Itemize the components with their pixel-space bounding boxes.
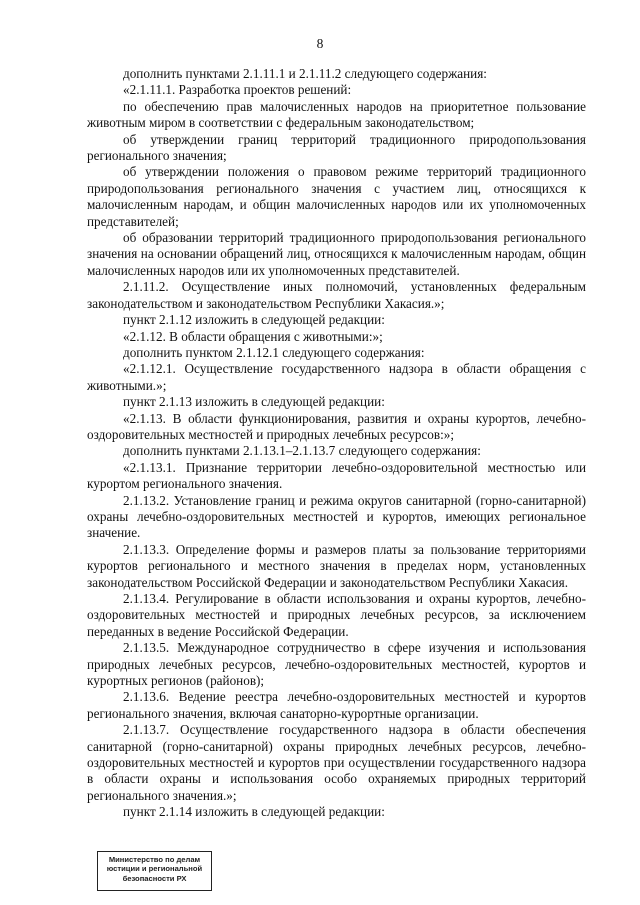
paragraph: 2.1.13.3. Определение формы и размеров платы за пользование территориями курортов регионального и местного значения в пределах норм, установленных законодательством Российской Федерации и законодательством Республики Хакасия. <box>87 541 586 590</box>
paragraph: по обеспечению прав малочисленных народов на приоритетное пользование животным миром в соответствии с федеральным законодательством; <box>87 98 586 131</box>
paragraph: «2.1.12. В области обращения с животными:»; <box>123 328 383 344</box>
paragraph: 2.1.13.6. Ведение реестра лечебно-оздоровительных местностей и курортов регионального значения, включая санаторно-курортные организации. <box>87 689 586 721</box>
paragraph: об образовании территорий традиционного природопользования регионального значения на основании обращений лиц, относящихся к малочисленным народам, общин малочисленных народов или их уполномоченных представителей. <box>87 230 586 278</box>
paragraph: пункт 2.1.12 изложить в следующей редакции: <box>123 312 385 328</box>
paragraph: дополнить пунктом 2.1.12.1 следующего содержания: <box>123 344 425 360</box>
paragraph: «2.1.12.1. Осуществление государственного надзора в области обращения с животными.»; <box>87 361 586 393</box>
stamp-line: юстиции и региональной <box>106 864 203 874</box>
document-body <box>87 66 586 821</box>
paragraph: дополнить пунктами 2.1.13.1–2.1.13.7 следующего содержания: <box>123 443 481 459</box>
paragraph: 2.1.13.7. Осуществление государственного надзора в области обеспечения санитарной (горно-санитарной) охраны природных лечебных ресурсов, лечебно-оздоровительных местностей и курортов при осуществлении государственного надзора в области охраны и использования особо охраняемых природных территорий регионального значения.»; <box>87 722 586 803</box>
ministry-stamp <box>97 851 212 891</box>
paragraph: об утверждении положения о правовом режиме территорий традиционного природопользования регионального значения с участием лиц, относящихся к малочисленным народам, и общин малочисленных народов или их уполномоченных представителей; <box>87 164 586 229</box>
paragraph: «2.1.13. В области функционирования, развития и охраны курортов, лечебно-оздоровительных местностей и природных лечебных ресурсов:»; <box>87 410 586 442</box>
paragraph: 2.1.11.2. Осуществление иных полномочий, установленных федеральным законодательством и законодательством Республики Хакасия.»; <box>87 279 586 311</box>
paragraph: «2.1.11.1. Разработка проектов решений: <box>123 82 352 98</box>
stamp-line: безопасности РХ <box>122 873 187 883</box>
paragraph: 2.1.13.4. Регулирование в области использования и охраны курортов, лечебно-оздоровительных местностей и природных лечебных ресурсов, за исключением переданных в ведение Российской Федерации. <box>87 591 586 639</box>
page-number: 8 <box>316 36 324 51</box>
paragraph: пункт 2.1.14 изложить в следующей редакции: <box>123 804 385 820</box>
paragraph: «2.1.13.1. Признание территории лечебно-оздоровительной местностью или курортом регионального значения. <box>87 459 586 492</box>
paragraph: 2.1.13.5. Международное сотрудничество в сфере изучения и использования природных лечебных ресурсов, лечебно-оздоровительных местностей, курортов и курортных регионов (районов); <box>87 640 586 689</box>
paragraph: дополнить пунктами 2.1.11.1 и 2.1.11.2 следующего содержания: <box>123 66 487 81</box>
paragraph: об утверждении границ территорий традиционного природопользования регионального значения; <box>87 131 586 164</box>
paragraph: пункт 2.1.13 изложить в следующей редакции: <box>123 394 385 410</box>
paragraph: 2.1.13.2. Установление границ и режима округов санитарной (горно-санитарной) охраны лечебно-оздоровительных местностей и курортов, имеющих региональное значение. <box>87 492 586 541</box>
stamp-line: Министерство по делам <box>108 855 201 864</box>
